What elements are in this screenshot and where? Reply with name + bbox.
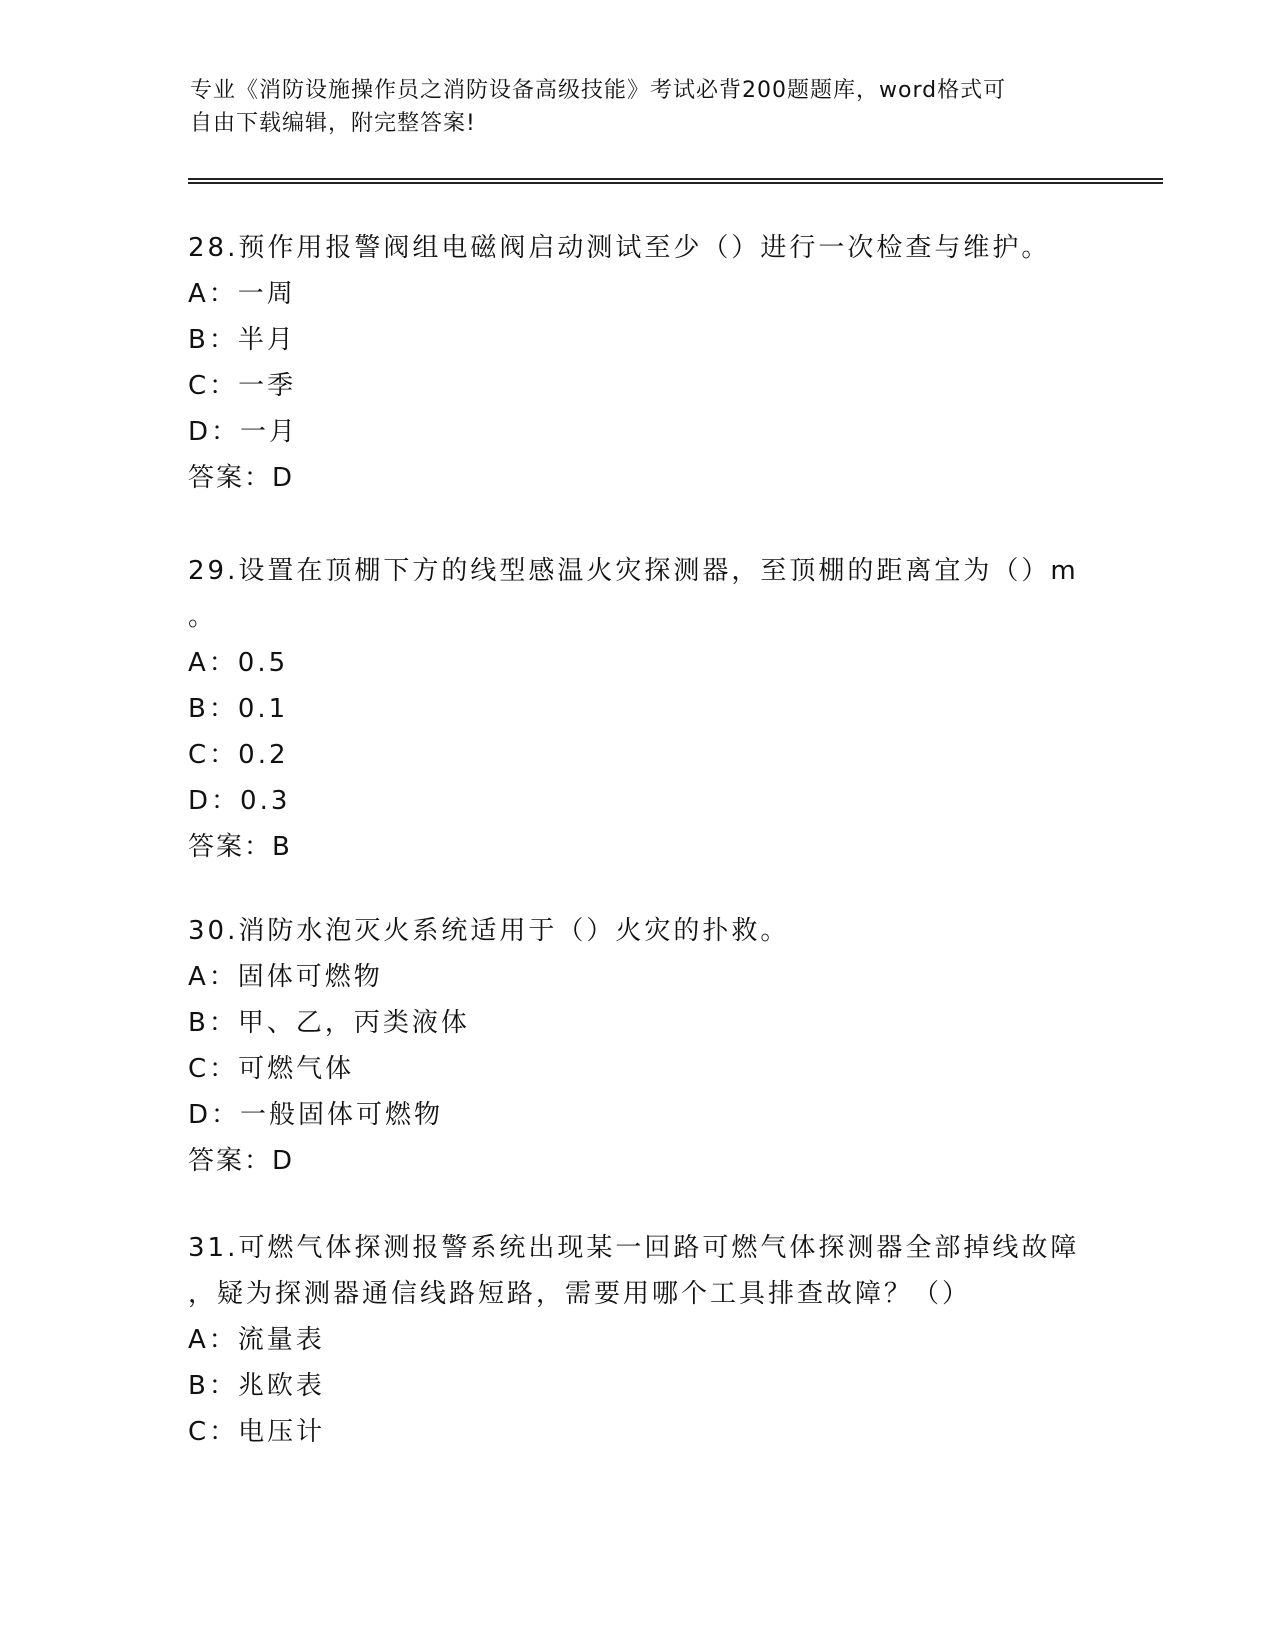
header-divider [188, 178, 1163, 184]
option-a: A：一周 [188, 279, 296, 309]
option-a: A：固体可燃物 [188, 962, 383, 992]
question-stem: 29.设置在顶棚下方的线型感温火灾探测器，至顶棚的距离宜为（）m [188, 556, 1079, 586]
question-31 [188, 1225, 1088, 1455]
option-d: D：一月 [188, 417, 299, 447]
question-29 [188, 548, 1088, 870]
question-stem: 30.消防水泡灭火系统适用于（）火灾的扑救。 [188, 916, 790, 946]
option-d: D：一般固体可燃物 [188, 1100, 444, 1130]
header-line-2: 自由下载编辑，附完整答案! [190, 111, 476, 136]
option-b: B：0.1 [188, 694, 289, 724]
option-a: A：0.5 [188, 648, 289, 678]
question-stem: 28.预作用报警阀组电磁阀启动测试至少（）进行一次检查与维护。 [188, 233, 1051, 263]
question-stem-continued: 。 [188, 602, 218, 632]
option-d: D：0.3 [188, 786, 291, 816]
answer: 答案：B [188, 832, 292, 862]
option-b: B：甲、乙，丙类液体 [188, 1008, 470, 1038]
header-line-1: 专业《消防设施操作员之消防设备高级技能》考试必背200题题库，word格式可 [190, 78, 1007, 103]
option-c: C：电压计 [188, 1417, 326, 1447]
answer: 答案：D [188, 1146, 295, 1176]
question-30 [188, 908, 1088, 1184]
answer: 答案：D [188, 463, 295, 493]
option-c: C：一季 [188, 371, 297, 401]
option-c: C：0.2 [188, 740, 289, 770]
question-stem: 31.可燃气体探测报警系统出现某一回路可燃气体探测器全部掉线故障 [188, 1233, 1080, 1263]
option-b: B：兆欧表 [188, 1371, 325, 1401]
option-c: C：可燃气体 [188, 1054, 355, 1084]
question-28 [188, 225, 1088, 501]
option-b: B：半月 [188, 325, 296, 355]
document-header [190, 74, 1090, 140]
option-a: A：流量表 [188, 1325, 325, 1355]
question-stem-continued: ，疑为探测器通信线路短路，需要用哪个工具排查故障？（） [188, 1279, 972, 1309]
